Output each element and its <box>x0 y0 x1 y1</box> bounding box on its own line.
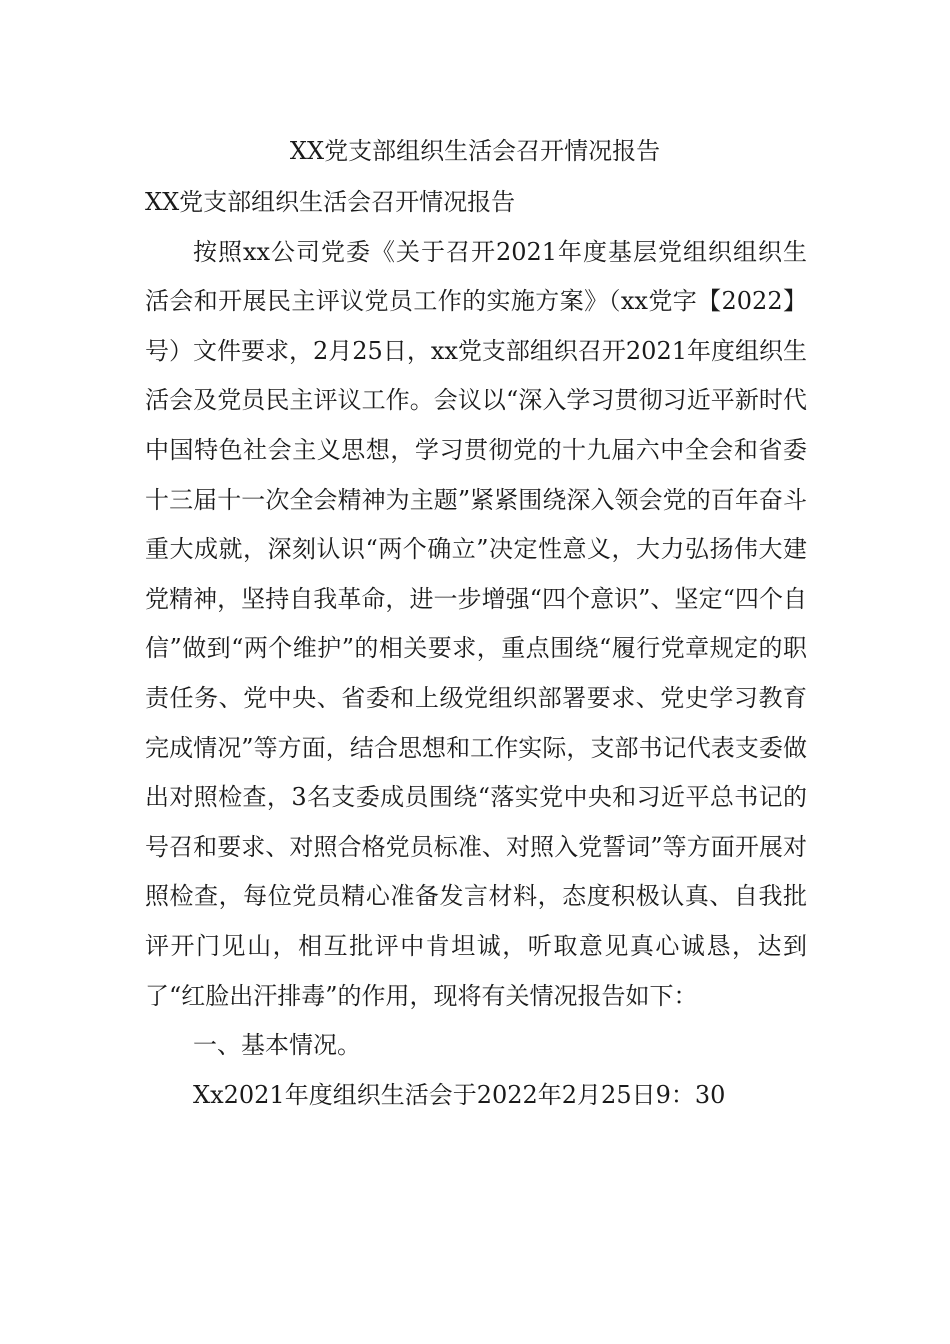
body-paragraph: 按照xx公司党委《关于召开2021年度基层党组织组织生活会和开展民主评议党员工作的实施方案》（xx党字【2022】号）文件要求，2月25日，xx党支部组织召开2021年度组织生活会及党员民主评议工作。会议以“深入学习贯彻习近平新时代中国特色社会主义思想，学习贯彻党的十九届六中全会和省委十三届十一次全会精神为主题”紧紧围绕深入领会党的百年奋斗重大成就，深刻认识“两个确立”决定性意义，大力弘扬伟大建党精神，坚持自我革命，进一步增强“四个意识”、坚定“四个自信”做到“两个维护”的相关要求，重点围绕“履行党章规定的职责任务、党中央、省委和上级党组织部署要求、党史学习教育完成情况”等方面，结合思想和工作实际，支部书记代表支委做出对照检查，3名支委成员围绕“落实党中央和习近平总书记的号召和要求、对照合格党员标准、对照入党誓词”等方面开展对照检查，每位党员精心准备发言材料，态度积极认真、自我批评开门见山，相互批评中肯坦诚，听取意见真心诚恳，达到了“红脸出汗排毒”的作用，现将有关情况报告如下： <box>145 237 807 1010</box>
document-subtitle: XX党支部组织生活会召开情况报告 <box>145 188 516 216</box>
body-paragraph: Xx2021年度组织生活会于2022年2月25日9：30 <box>193 1080 726 1109</box>
document-title: XX党支部组织生活会召开情况报告 <box>289 137 661 165</box>
document-body <box>145 178 807 1120</box>
section-heading: 一、基本情况。 <box>193 1031 361 1060</box>
